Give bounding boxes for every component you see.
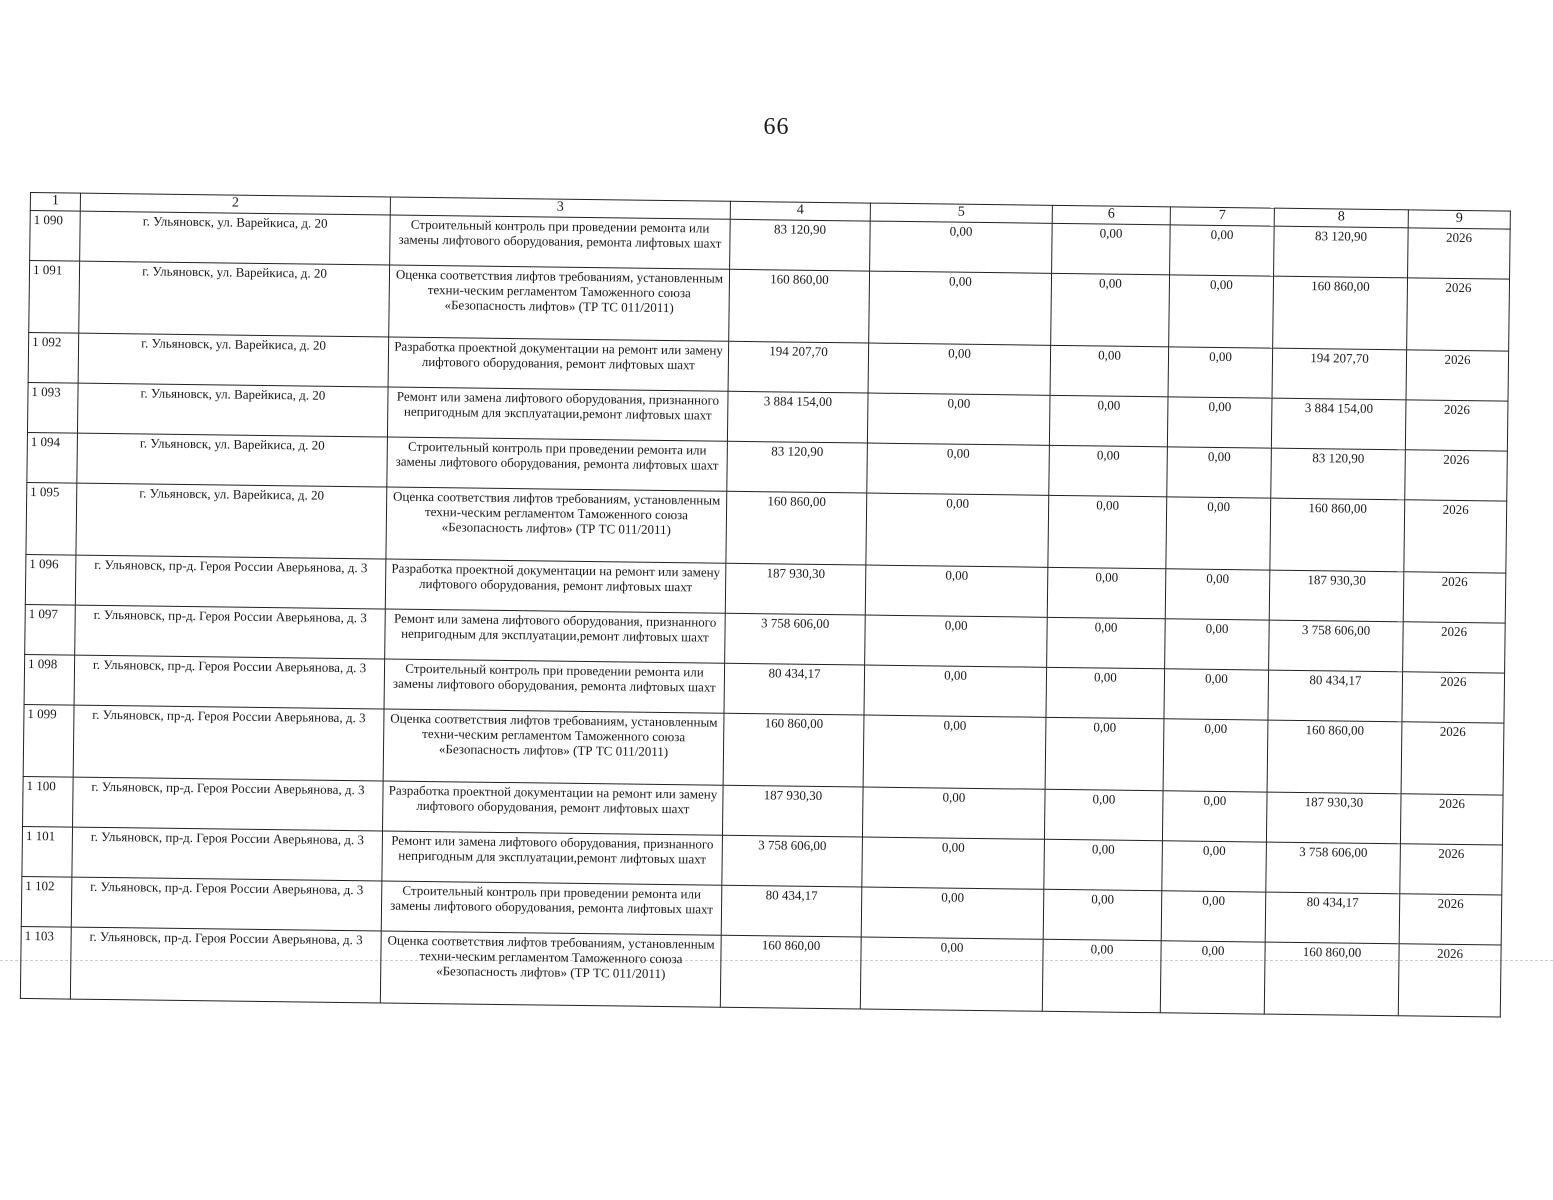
- col5-value-cell: 0,00: [867, 443, 1050, 495]
- col6-value-cell: 0,00: [1049, 395, 1168, 446]
- col7-value-cell: 0,00: [1162, 841, 1267, 892]
- col6-value-cell: 0,00: [1049, 445, 1168, 496]
- col5-value-cell: 0,00: [864, 665, 1047, 717]
- work-type-cell: Разработка проектной документации на ремонт или замену лифтового оборудования, ремонт лифтовых шахт: [388, 337, 729, 391]
- col7-value-cell: 0,00: [1170, 225, 1275, 276]
- col8-value-cell: 3 758 606,00: [1269, 620, 1404, 672]
- col5-value-cell: 0,00: [862, 837, 1045, 889]
- cost-total-cell: 3 758 606,00: [722, 835, 863, 887]
- year-cell: 2026: [1404, 500, 1507, 573]
- cost-total-cell: 194 207,70: [728, 341, 869, 393]
- row-number-cell: 1 098: [24, 654, 75, 705]
- cost-total-cell: 3 758 606,00: [725, 613, 866, 665]
- page-number: 66: [763, 114, 790, 140]
- header-cell-1: 1: [30, 193, 80, 212]
- row-number-cell: 1 090: [30, 211, 81, 262]
- col8-value-cell: 194 207,70: [1272, 348, 1407, 400]
- col7-value-cell: 0,00: [1167, 397, 1272, 448]
- col6-value-cell: 0,00: [1044, 789, 1163, 840]
- col7-value-cell: 0,00: [1161, 891, 1266, 942]
- year-cell: 2026: [1401, 722, 1504, 795]
- col5-value-cell: 0,00: [865, 615, 1048, 667]
- col8-value-cell: 83 120,90: [1274, 226, 1409, 278]
- address-cell: г. Ульяновск, пр-д. Героя России Аверьянова, д. 3: [75, 555, 386, 609]
- year-cell: 2026: [1407, 278, 1510, 351]
- work-type-cell: Ремонт или замена лифтового оборудования, признанного непригодным для эксплуатации,ремонт лифтовых шахт: [387, 387, 728, 441]
- address-cell: г. Ульяновск, ул. Варейкиса, д. 20: [77, 433, 388, 487]
- header-cell-8: 8: [1274, 208, 1408, 228]
- col8-value-cell: 187 930,30: [1269, 570, 1404, 622]
- work-type-cell: Разработка проектной документации на ремонт или замену лифтового оборудования, ремонт лифтовых шахт: [385, 559, 726, 613]
- row-number-cell: 1 103: [20, 926, 71, 999]
- col5-value-cell: 0,00: [870, 221, 1053, 273]
- col8-value-cell: 187 930,30: [1266, 792, 1401, 844]
- address-cell: г. Ульяновск, пр-д. Героя России Аверьянова, д. 3: [73, 705, 384, 781]
- col5-value-cell: 0,00: [869, 271, 1052, 345]
- col8-value-cell: 83 120,90: [1271, 448, 1406, 500]
- work-type-cell: Разработка проектной документации на ремонт или замену лифтового оборудования, ремонт лифтовых шахт: [382, 781, 723, 835]
- col7-value-cell: 0,00: [1167, 447, 1272, 498]
- row-number-cell: 1 091: [29, 261, 80, 334]
- address-cell: г. Ульяновск, ул. Варейкиса, д. 20: [77, 383, 388, 437]
- col6-value-cell: 0,00: [1048, 495, 1167, 568]
- address-cell: г. Ульяновск, пр-д. Героя России Аверьянова, д. 3: [72, 827, 383, 881]
- address-cell: г. Ульяновск, пр-д. Героя России Аверьянова, д. 3: [70, 927, 381, 1003]
- col8-value-cell: 3 884 154,00: [1271, 398, 1406, 450]
- work-type-cell: Ремонт или замена лифтового оборудования, признанного непригодным для эксплуатации,ремонт лифтовых шахт: [382, 831, 723, 885]
- address-cell: г. Ульяновск, ул. Варейкиса, д. 20: [79, 261, 390, 337]
- col7-value-cell: 0,00: [1160, 941, 1265, 1014]
- cost-total-cell: 160 860,00: [723, 713, 864, 787]
- col8-value-cell: 80 434,17: [1265, 892, 1400, 944]
- work-type-cell: Оценка соответствия лифтов требованиям, установленным техни-ческим регламентом Таможенного союза «Безопасность лифтов» (ТР ТС 011/2011): [386, 487, 727, 563]
- table-body: [20, 193, 1510, 1018]
- col8-value-cell: 160 860,00: [1270, 498, 1405, 572]
- col8-value-cell: 80 434,17: [1268, 670, 1403, 722]
- header-cell-6: 6: [1052, 205, 1170, 224]
- col5-value-cell: 0,00: [863, 715, 1046, 789]
- year-cell: 2026: [1402, 672, 1505, 723]
- year-cell: 2026: [1398, 944, 1501, 1017]
- cost-total-cell: 80 434,17: [721, 885, 862, 937]
- registry-table-wrapper: [20, 192, 1510, 1018]
- work-type-cell: Строительный контроль при проведении ремонта или замены лифтового оборудования, ремонта лифтовых шахт: [384, 659, 725, 713]
- header-cell-9: 9: [1408, 210, 1510, 229]
- year-cell: 2026: [1405, 400, 1508, 451]
- work-type-cell: Строительный контроль при проведении ремонта или замены лифтового оборудования, ремонта лифтовых шахт: [390, 215, 731, 269]
- col7-value-cell: 0,00: [1166, 497, 1271, 570]
- row-number-cell: 1 096: [25, 554, 76, 605]
- col7-value-cell: 0,00: [1168, 347, 1273, 398]
- cost-total-cell: 160 860,00: [729, 269, 870, 343]
- row-number-cell: 1 097: [25, 604, 76, 655]
- year-cell: 2026: [1399, 894, 1502, 945]
- year-cell: 2026: [1400, 844, 1503, 895]
- work-type-cell: Строительный контроль при проведении ремонта или замены лифтового оборудования, ремонта лифтовых шахт: [387, 437, 728, 491]
- row-number-cell: 1 092: [28, 332, 79, 383]
- header-cell-5: 5: [870, 203, 1052, 223]
- col8-value-cell: 3 758 606,00: [1266, 842, 1401, 894]
- col5-value-cell: 0,00: [861, 887, 1044, 939]
- col6-value-cell: 0,00: [1043, 889, 1162, 940]
- work-type-cell: Ремонт или замена лифтового оборудования, признанного непригодным для эксплуатации,ремонт лифтовых шахт: [385, 609, 726, 663]
- address-cell: г. Ульяновск, пр-д. Героя России Аверьянова, д. 3: [74, 655, 385, 709]
- work-type-cell: Строительный контроль при проведении ремонта или замены лифтового оборудования, ремонта лифтовых шахт: [381, 881, 722, 935]
- col5-value-cell: 0,00: [866, 493, 1049, 567]
- cost-total-cell: 187 930,30: [722, 785, 863, 837]
- address-cell: г. Ульяновск, ул. Варейкиса, д. 20: [78, 333, 389, 387]
- row-number-cell: 1 095: [26, 482, 77, 555]
- row-number-cell: 1 100: [23, 776, 74, 827]
- address-cell: г. Ульяновск, ул. Варейкиса, д. 20: [80, 211, 391, 265]
- row-number-cell: 1 102: [21, 876, 72, 927]
- col6-value-cell: 0,00: [1045, 717, 1164, 790]
- registry-table: [20, 192, 1511, 1018]
- year-cell: 2026: [1408, 228, 1511, 279]
- cost-total-cell: 80 434,17: [724, 663, 865, 715]
- row-number-cell: 1 101: [22, 826, 73, 877]
- col7-value-cell: 0,00: [1162, 791, 1267, 842]
- col8-value-cell: 160 860,00: [1267, 720, 1402, 794]
- col6-value-cell: 0,00: [1046, 667, 1165, 718]
- cost-total-cell: 160 860,00: [720, 935, 861, 1009]
- header-cell-2: 2: [80, 193, 390, 215]
- header-cell-4: 4: [730, 201, 870, 221]
- year-cell: 2026: [1403, 622, 1506, 673]
- header-cell-3: 3: [390, 197, 730, 219]
- cost-total-cell: 187 930,30: [725, 563, 866, 615]
- year-cell: 2026: [1403, 572, 1506, 623]
- col6-value-cell: 0,00: [1044, 839, 1163, 890]
- row-number-cell: 1 093: [27, 382, 78, 433]
- col8-value-cell: 160 860,00: [1264, 942, 1399, 1016]
- row-number-cell: 1 099: [23, 704, 74, 777]
- col7-value-cell: 0,00: [1165, 619, 1270, 670]
- col6-value-cell: 0,00: [1047, 567, 1166, 618]
- col7-value-cell: 0,00: [1169, 275, 1274, 348]
- col6-value-cell: 0,00: [1052, 223, 1171, 274]
- year-cell: 2026: [1405, 450, 1508, 501]
- cost-total-cell: 3 884 154,00: [727, 391, 868, 443]
- cost-total-cell: 160 860,00: [726, 491, 867, 565]
- row-number-cell: 1 094: [27, 432, 78, 483]
- work-type-cell: Оценка соответствия лифтов требованиям, установленным техни-ческим регламентом Таможенного союза «Безопасность лифтов» (ТР ТС 011/2011): [383, 709, 724, 785]
- col5-value-cell: 0,00: [860, 937, 1043, 1011]
- year-cell: 2026: [1406, 350, 1509, 401]
- address-cell: г. Ульяновск, пр-д. Героя России Аверьянова, д. 3: [71, 877, 382, 931]
- col7-value-cell: 0,00: [1163, 719, 1268, 792]
- col6-value-cell: 0,00: [1047, 617, 1166, 668]
- col6-value-cell: 0,00: [1051, 273, 1170, 346]
- col6-value-cell: 0,00: [1050, 345, 1169, 396]
- col5-value-cell: 0,00: [867, 393, 1050, 445]
- col7-value-cell: 0,00: [1164, 669, 1269, 720]
- header-cell-7: 7: [1170, 207, 1274, 226]
- year-cell: 2026: [1400, 794, 1503, 845]
- cost-total-cell: 83 120,90: [727, 441, 868, 493]
- col5-value-cell: 0,00: [865, 565, 1048, 617]
- cost-total-cell: 83 120,90: [730, 219, 871, 271]
- col5-value-cell: 0,00: [862, 787, 1045, 839]
- col7-value-cell: 0,00: [1165, 569, 1270, 620]
- col6-value-cell: 0,00: [1042, 939, 1161, 1012]
- work-type-cell: Оценка соответствия лифтов требованиям, установленным техни-ческим регламентом Таможенного союза «Безопасность лифтов» (ТР ТС 011/2011): [389, 265, 730, 341]
- address-cell: г. Ульяновск, пр-д. Героя России Аверьянова, д. 3: [73, 777, 384, 831]
- address-cell: г. Ульяновск, пр-д. Героя России Аверьянова, д. 3: [75, 605, 386, 659]
- col8-value-cell: 160 860,00: [1273, 276, 1408, 350]
- work-type-cell: Оценка соответствия лифтов требованиям, установленным техни-ческим регламентом Таможенного союза «Безопасность лифтов» (ТР ТС 011/2011): [380, 931, 721, 1007]
- address-cell: г. Ульяновск, ул. Варейкиса, д. 20: [76, 483, 387, 559]
- col5-value-cell: 0,00: [868, 343, 1051, 395]
